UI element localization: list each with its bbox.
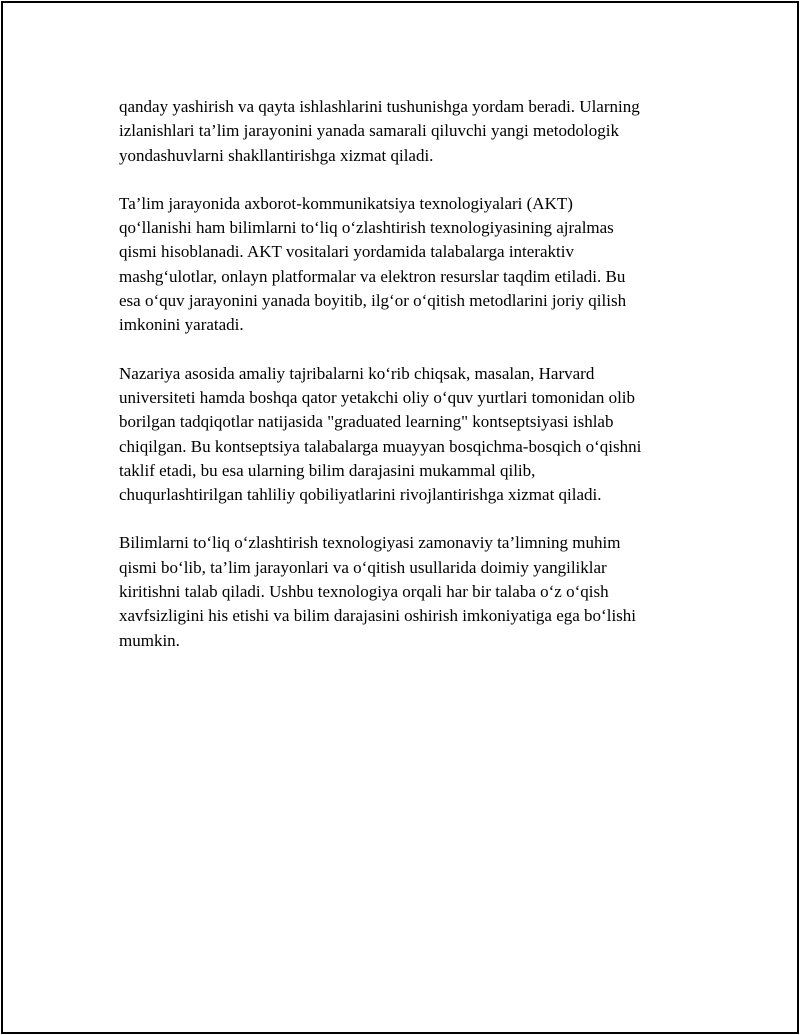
page-frame	[1, 1, 799, 1034]
document-body	[119, 95, 699, 677]
paragraph-2: Ta’lim jarayonida axborot-kommunikatsiya texnologiyalari (AKT) qo‘llanishi ham bilimlarni to‘liq o‘zlashtirish texnologiyasining ajralmas qismi hisoblanadi. AKT vositalari yordamida talabalarga interaktiv mashg‘ulotlar, onlayn platformalar va elektron resurslar taqdim etiladi. Bu esa o‘quv jarayonini yanada boyitib, ilg‘or o‘qitish metodlarini joriy qilish imkonini yaratadi.	[119, 193, 627, 335]
paragraph-3: Nazariya asosida amaliy tajribalarni ko‘rib chiqsak, masalan, Harvard universiteti hamda boshqa qator yetakchi oliy o‘quv yurtlari tomonidan olib borilgan tadqiqotlar natijasida "graduated learning" kontseptsiyasi ishlab chiqilgan. Bu kontseptsiya talabalarga muayyan bosqichma-bosqich o‘qishni taklif etadi, bu esa ularning bilim darajasini mukammal qilib, chuqurlashtirilgan tahliliy qobiliyatlarini rivojlantirishga xizmat qiladi.	[119, 363, 642, 505]
paragraph-1: qanday yashirish va qayta ishlashlarini tushunishga yordam beradi. Ularning izlanishlari ta’lim jarayonini yanada samarali qiluvchi yangi metodologik yondashuvlarni shakllantirishga xizmat qiladi.	[119, 97, 640, 165]
paragraph-4: Bilimlarni to‘liq o‘zlashtirish texnologiyasi zamonaviy ta’limning muhim qismi bo‘lib, ta’lim jarayonlari va o‘qitish usullarida doimiy yangiliklar kiritishni talab qiladi. Ushbu texnologiya orqali har bir talaba o‘z o‘qish xavfsizligini his etishi va bilim darajasini oshirish imkoniyatiga ega bo‘lishi mumkin.	[119, 533, 637, 650]
